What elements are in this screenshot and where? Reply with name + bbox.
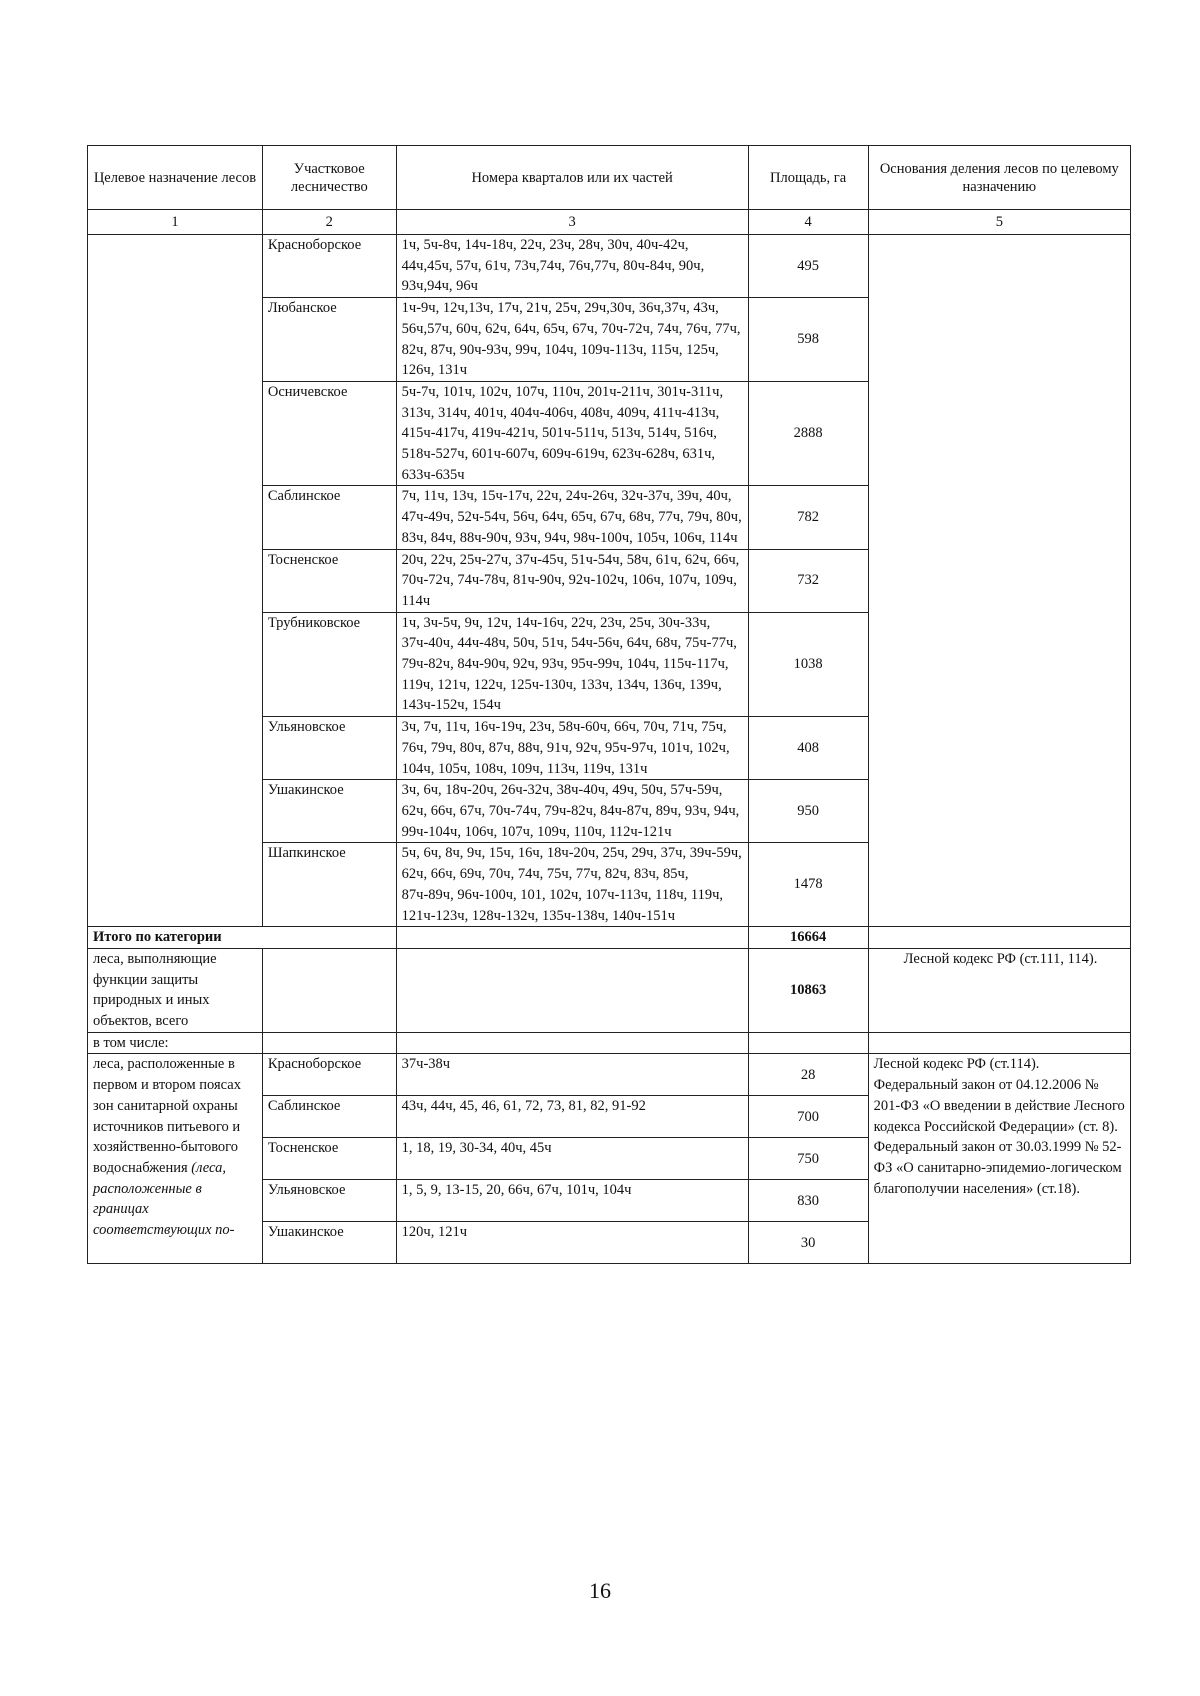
empty-cell (396, 927, 748, 949)
area-value: 2888 (748, 381, 868, 486)
area-value: 1478 (748, 843, 868, 927)
empty-cell (748, 1032, 868, 1054)
including-label: в том числе: (88, 1032, 263, 1054)
quarters-list: 1ч, 3ч-5ч, 9ч, 12ч, 14ч-16ч, 22ч, 23ч, 25ч, 30ч-33ч, 37ч-40ч, 44ч-48ч, 50ч, 51ч, 54ч-56ч, 64ч, 68ч, 75ч-77ч, 79ч-82ч, 84ч-90ч, 92ч, 93ч, 95ч-99ч, 104ч, 115ч-117ч, 119ч, 121ч, 122ч, 125ч-130ч, 133ч, 134ч, 136ч, 139ч, 143ч-152ч, 154ч (396, 612, 748, 717)
quarters-list: 1ч-9ч, 12ч,13ч, 17ч, 21ч, 25ч, 29ч,30ч, 36ч,37ч, 43ч, 56ч,57ч, 60ч, 62ч, 64ч, 65ч, 67ч, 70ч-72ч, 74ч, 76ч, 77ч, 82ч, 87ч, 90ч-93ч, 99ч, 104ч, 109ч-113ч, 115ч, 125ч, 126ч, 131ч (396, 298, 748, 382)
total-row (88, 927, 1131, 949)
forestry-name: Тосненское (262, 1138, 396, 1180)
quarters-list: 1, 18, 19, 30-34, 40ч, 45ч (396, 1138, 748, 1180)
forestry-name: Ушакинское (262, 1222, 396, 1264)
quarters-list: 5ч-7ч, 101ч, 102ч, 107ч, 110ч, 201ч-211ч, 301ч-311ч, 313ч, 314ч, 401ч, 404ч-406ч, 408ч, 409ч, 411ч-413ч, 415ч-417ч, 419ч-421ч, 501ч-511ч, 513ч, 514ч, 516ч, 518ч-527ч, 601ч-607ч, 609ч-619ч, 623ч-628ч, 631ч, 633ч-635ч (396, 381, 748, 486)
area-value: 28 (748, 1054, 868, 1096)
forestry-name: Красноборское (262, 235, 396, 298)
sanitary-purpose (88, 1054, 263, 1264)
empty-cell (396, 1032, 748, 1054)
area-value: 408 (748, 717, 868, 780)
column-number-row (88, 210, 1131, 235)
area-value: 1038 (748, 612, 868, 717)
empty-cell (868, 927, 1130, 949)
quarters-list: 5ч, 6ч, 8ч, 9ч, 15ч, 16ч, 18ч-20ч, 25ч, 29ч, 37ч, 39ч-59ч, 62ч, 66ч, 69ч, 70ч, 74ч, 75ч, 77ч, 82ч, 83ч, 85ч, 87ч-89ч, 96ч-100ч, 101, 102ч, 107ч-113ч, 118ч, 119ч, 121ч-123ч, 128ч-132ч, 135ч-138ч, 140ч-151ч (396, 843, 748, 927)
header-area: Площадь, га (748, 146, 868, 210)
empty-cell (868, 1032, 1130, 1054)
col-number: 5 (868, 210, 1130, 235)
protective-row (88, 948, 1131, 1032)
protective-purpose: леса, выполняющие функции защиты природных и иных объектов, всего (88, 948, 263, 1032)
area-value: 750 (748, 1138, 868, 1180)
col-number: 3 (396, 210, 748, 235)
total-label: Итого по категории (88, 927, 397, 949)
total-value: 16664 (748, 927, 868, 949)
forestry-name: Ушакинское (262, 780, 396, 843)
page-number: 16 (589, 1578, 611, 1603)
table-row (88, 1054, 1131, 1096)
forestry-name: Саблинское (262, 486, 396, 549)
forestry-name: Ульяновское (262, 717, 396, 780)
area-value: 732 (748, 549, 868, 612)
header-forestry: Участковое лесничество (262, 146, 396, 210)
including-row (88, 1032, 1131, 1054)
forestry-name: Красноборское (262, 1054, 396, 1096)
protective-area: 10863 (748, 948, 868, 1032)
empty-cell (396, 948, 748, 1032)
area-value: 830 (748, 1180, 868, 1222)
area-value: 700 (748, 1096, 868, 1138)
empty-basis-cell (868, 235, 1130, 927)
area-value: 30 (748, 1222, 868, 1264)
quarters-list: 120ч, 121ч (396, 1222, 748, 1264)
quarters-list: 1, 5, 9, 13-15, 20, 66ч, 67ч, 101ч, 104ч (396, 1180, 748, 1222)
area-value: 782 (748, 486, 868, 549)
forest-purpose-table (87, 145, 1131, 1264)
forestry-name: Трубниковское (262, 612, 396, 717)
forestry-name: Любанское (262, 298, 396, 382)
quarters-list: 20ч, 22ч, 25ч-27ч, 37ч-45ч, 51ч-54ч, 58ч, 61ч, 62ч, 66ч, 70ч-72ч, 74ч-78ч, 81ч-90ч, 92ч-102ч, 106ч, 107ч, 109ч, 114ч (396, 549, 748, 612)
empty-cell (262, 948, 396, 1032)
quarters-list: 43ч, 44ч, 45, 46, 61, 72, 73, 81, 82, 91-92 (396, 1096, 748, 1138)
table-row (88, 235, 1131, 298)
sanitary-purpose-italic: (леса, расположенные в границах соответствующих по- (93, 1159, 235, 1239)
header-basis: Основания деления лесов по целевому назначению (868, 146, 1130, 210)
area-value: 598 (748, 298, 868, 382)
forestry-name: Шапкинское (262, 843, 396, 927)
sanitary-purpose-text: леса, расположенные в первом и втором поясах зон санитарной охраны источников питьевого и хозяйственно-бытового водоснабжения (93, 1056, 241, 1176)
quarters-list: 3ч, 6ч, 18ч-20ч, 26ч-32ч, 38ч-40ч, 49ч, 50ч, 57ч-59ч, 62ч, 66ч, 67ч, 70ч-74ч, 79ч-82ч, 84ч-87ч, 89ч, 93ч, 94ч, 99ч-104ч, 106ч, 107ч, 109ч, 110ч, 112ч-121ч (396, 780, 748, 843)
protective-basis: Лесной кодекс РФ (ст.111, 114). (868, 948, 1130, 1032)
forestry-name: Ульяновское (262, 1180, 396, 1222)
area-value: 495 (748, 235, 868, 298)
empty-cell (262, 1032, 396, 1054)
header-purpose: Целевое назначение лесов (88, 146, 263, 210)
quarters-list: 3ч, 7ч, 11ч, 16ч-19ч, 23ч, 58ч-60ч, 66ч, 70ч, 71ч, 75ч, 76ч, 79ч, 80ч, 87ч, 88ч, 91ч, 92ч, 95ч-97ч, 101ч, 102ч, 104ч, 105ч, 108ч, 109ч, 113ч, 119ч, 131ч (396, 717, 748, 780)
col-number: 4 (748, 210, 868, 235)
forestry-name: Тосненское (262, 549, 396, 612)
quarters-list: 1ч, 5ч-8ч, 14ч-18ч, 22ч, 23ч, 28ч, 30ч, 40ч-42ч, 44ч,45ч, 57ч, 61ч, 73ч,74ч, 76ч,77ч, 80ч-84ч, 90ч, 93ч,94ч, 96ч (396, 235, 748, 298)
col-number: 2 (262, 210, 396, 235)
forestry-name: Осничевское (262, 381, 396, 486)
quarters-list: 7ч, 11ч, 13ч, 15ч-17ч, 22ч, 24ч-26ч, 32ч-37ч, 39ч, 40ч, 47ч-49ч, 52ч-54ч, 56ч, 64ч, 65ч, 67ч, 68ч, 77ч, 79ч, 80ч, 83ч, 84ч, 88ч-90ч, 93ч, 94ч, 98ч-100ч, 105ч, 106ч, 114ч (396, 486, 748, 549)
forestry-name: Саблинское (262, 1096, 396, 1138)
sanitary-basis: Лесной кодекс РФ (ст.114). Федеральный закон от 04.12.2006 № 201-ФЗ «О введении в действие Лесного кодекса Российской Федерации» (ст. 8). Федеральный закон от 30.03.1999 № 52-ФЗ «О санитарно-эпидемио-логическом благополучии населения» (ст.18). (868, 1054, 1130, 1264)
col-number: 1 (88, 210, 263, 235)
area-value: 950 (748, 780, 868, 843)
empty-purpose-cell (88, 235, 263, 927)
header-row (88, 146, 1131, 210)
header-quarters: Номера кварталов или их частей (396, 146, 748, 210)
quarters-list: 37ч-38ч (396, 1054, 748, 1096)
